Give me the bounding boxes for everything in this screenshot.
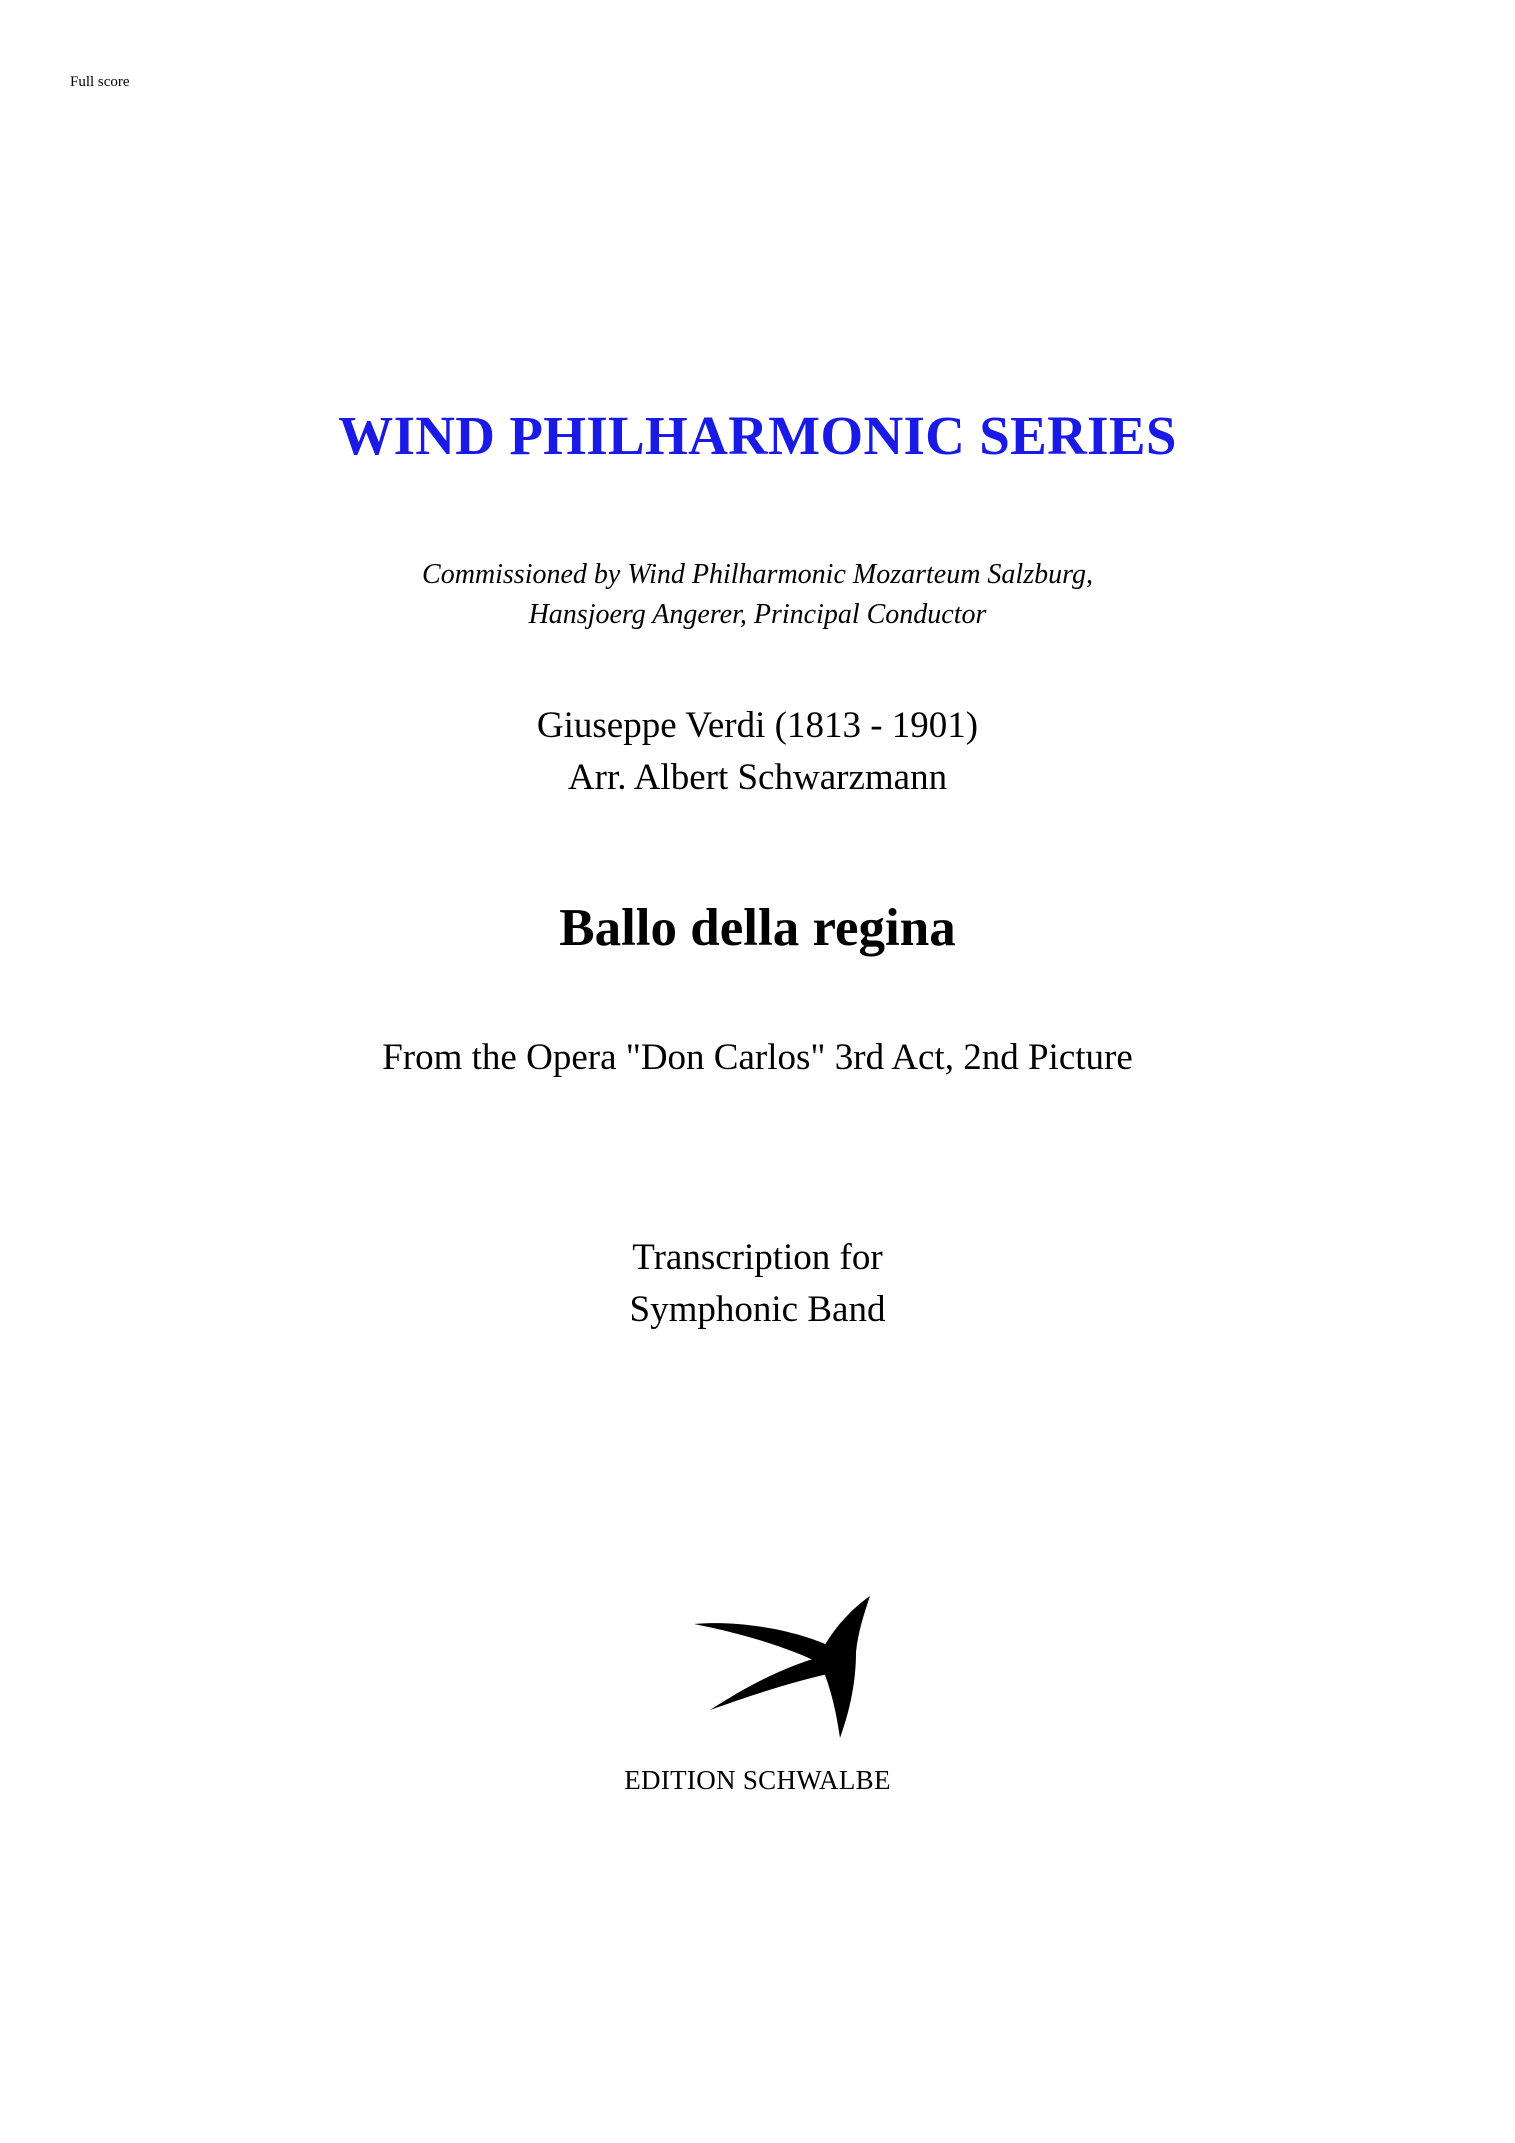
transcription-line-2: Symphonic Band xyxy=(629,1289,886,1330)
work-subtitle: From the Opera "Don Carlos" 3rd Act, 2nd Picture xyxy=(382,1037,1133,1078)
publisher-name: EDITION SCHWALBE xyxy=(624,1765,891,1795)
work-title: Ballo della regina xyxy=(559,899,956,957)
commission-note xyxy=(0,555,1515,635)
commission-line-1: Commissioned by Wind Philharmonic Mozarteum Salzburg, xyxy=(422,559,1093,590)
commission-line-2: Hansjoerg Angerer, Principal Conductor xyxy=(528,599,987,630)
series-title: WIND PHILHARMONIC SERIES xyxy=(338,405,1177,466)
transcription-note xyxy=(0,1232,1515,1336)
swallow-logo-icon xyxy=(690,1592,880,1742)
transcription-line-1: Transcription for xyxy=(632,1237,883,1278)
arranger-credit: Arr. Albert Schwarzmann xyxy=(567,757,948,798)
score-type-label: Full score xyxy=(70,74,130,90)
credits xyxy=(0,700,1515,804)
composer-credit: Giuseppe Verdi (1813 - 1901) xyxy=(536,705,979,746)
